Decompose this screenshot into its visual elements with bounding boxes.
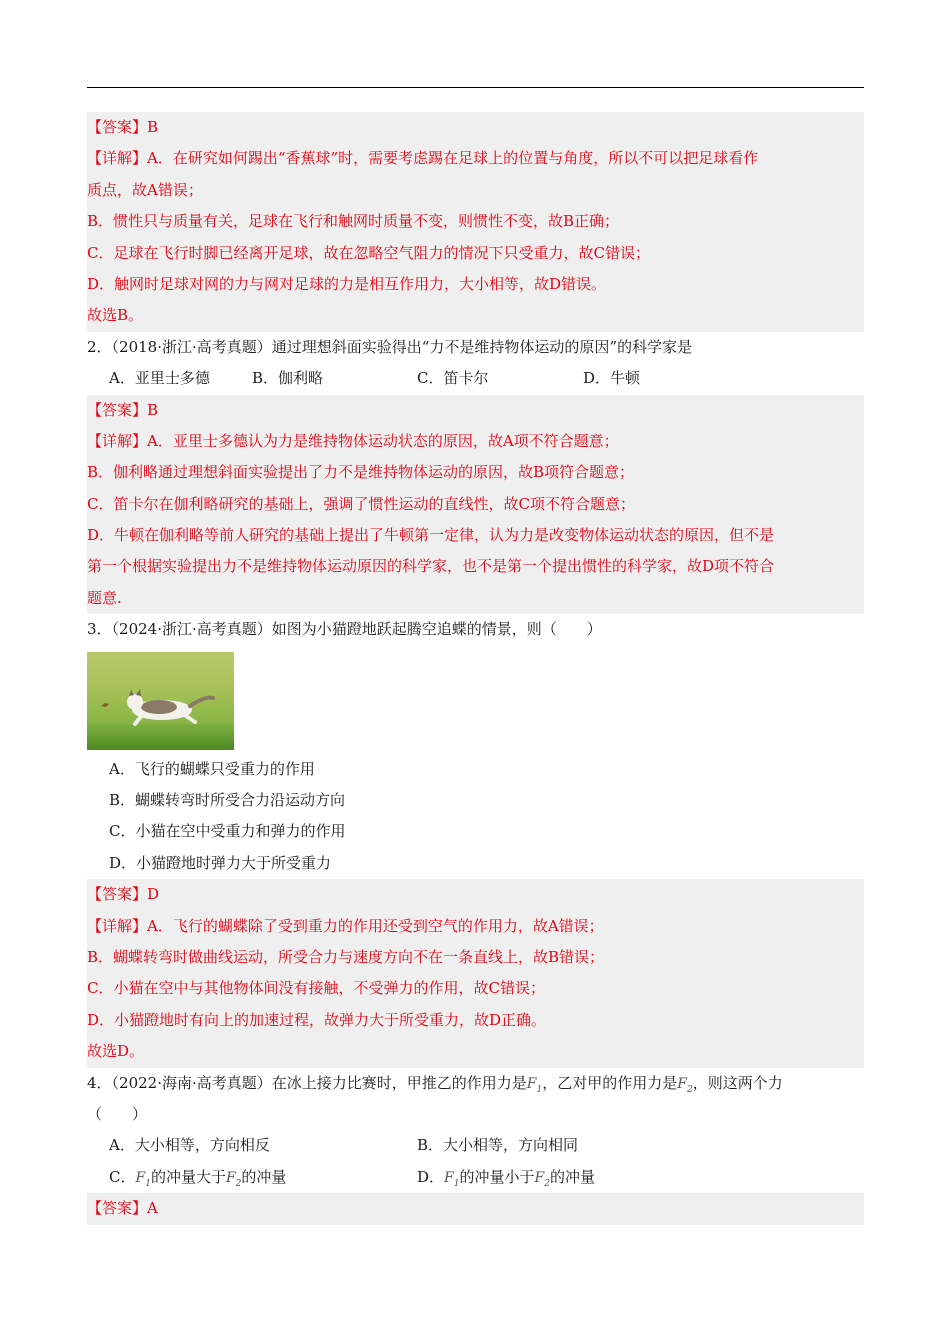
q4-options-row1 (87, 1130, 864, 1161)
q4-options-row2 (87, 1162, 864, 1193)
symbol-sub: 2 (686, 1084, 693, 1095)
explain-text: A．在研究如何踢出“香蕉球”时，需要考虑踢在足球上的位置与角度，所以不可以把足球看作 (147, 149, 759, 168)
explain-text: C．足球在飞行时脚已经离开足球，故在忽略空气阻力的情况下只受重力，故C错误； (87, 243, 650, 262)
force-symbol (534, 1169, 550, 1189)
option-label: D． (417, 1167, 445, 1186)
option-a: A．大小相等，方向相反 (109, 1136, 270, 1155)
explain-label: 【详解】 (87, 431, 148, 450)
q2-explain-line (87, 426, 864, 457)
option-a: A．亚里士多德 (109, 369, 210, 388)
option-d: D．牛顿 (583, 369, 641, 388)
explain-text: B．伽利略通过理想斜面实验提出了力不是维持物体运动的原因，故B项符合题意； (87, 463, 635, 482)
answer-label: 【答案】 (87, 400, 148, 419)
force-symbol (135, 1169, 151, 1189)
symbol-letter: F (135, 1169, 146, 1186)
symbol-sub: 1 (536, 1084, 543, 1095)
document-body (87, 112, 864, 1225)
q1-answer-block (87, 112, 864, 332)
explain-text: 故选D。 (87, 1042, 145, 1061)
answer-value: B (147, 400, 159, 419)
explain-text: 第一个根据实验提出力不是维持物体运动原因的科学家，也不是第一个提出惯性的科学家，故D项不符合 (87, 557, 775, 576)
explain-text: C．笛卡尔在伽利略研究的基础上，强调了惯性运动的直线性，故C项不符合题意； (87, 494, 635, 513)
option-text: 的冲量 (241, 1167, 287, 1186)
answer-label: 【答案】 (87, 885, 148, 904)
symbol-letter: F (677, 1075, 687, 1092)
q4-stem-line2: （ ） (87, 1104, 148, 1123)
stem-text: ，乙对甲的作用力是 (542, 1073, 678, 1092)
force-symbol (225, 1169, 242, 1189)
q1-explain-line (87, 143, 864, 174)
explain-text: B．惯性只与质量有关，足球在飞行和触网时质量不变，则惯性不变，故B正确； (87, 212, 620, 231)
symbol-letter: F (534, 1169, 545, 1186)
option-d: D．小猫蹬地时弹力大于所受重力 (109, 853, 332, 872)
stem-text: 4．（2022·海南·高考真题）在冰上接力比赛时，甲推乙的作用力是 (87, 1073, 527, 1092)
q3-answer-block (87, 879, 864, 1067)
force-symbol (526, 1075, 543, 1095)
q2-answer-line (87, 395, 864, 426)
symbol-sub: 1 (453, 1178, 460, 1189)
q1-answer-line (87, 112, 864, 143)
symbol-letter: F (225, 1169, 236, 1186)
option-text: 的冲量 (549, 1167, 595, 1186)
explain-text: A．亚里士多德认为力是维持物体运动状态的原因，故A项不符合题意； (147, 431, 619, 450)
explain-text: 故选B。 (87, 306, 144, 325)
symbol-letter: F (526, 1075, 537, 1092)
q3-stem: 3．（2024·浙江·高考真题）如图为小猫蹬地跃起腾空追蝶的情景，则（ ） (87, 620, 602, 639)
q2-stem: 2．（2018·浙江·高考真题）通过理想斜面实验得出“力不是维持物体运动的原因”的科学家是 (87, 337, 693, 356)
symbol-sub: 1 (145, 1178, 151, 1189)
force-symbol (444, 1169, 460, 1189)
cat-illustration (87, 652, 234, 750)
option-c (109, 1162, 286, 1200)
symbol-sub: 2 (235, 1178, 242, 1189)
option-b: B．蝴蝶转弯时所受合力沿运动方向 (109, 791, 346, 810)
option-text: 的冲量小于 (459, 1167, 535, 1186)
option-b: B．大小相等，方向相同 (417, 1136, 579, 1155)
option-text: 的冲量大于 (150, 1167, 226, 1186)
option-a: A．飞行的蝴蝶只受重力的作用 (109, 759, 315, 778)
explain-text: C．小猫在空中与其他物体间没有接触，不受弹力的作用，故C错误； (87, 979, 545, 998)
explain-label: 【详解】 (87, 916, 148, 935)
option-b: B．伽利略 (252, 369, 324, 388)
symbol-sub: 2 (544, 1178, 550, 1189)
explain-text: D．小猫蹬地时有向上的加速过程，故弹力大于所受重力，故D正确。 (87, 1010, 547, 1029)
symbol-letter: F (444, 1169, 454, 1186)
option-label: C． (109, 1167, 136, 1186)
explain-text: B．蝴蝶转弯时做曲线运动，所受合力与速度方向不在一条直线上，故B错误； (87, 947, 605, 966)
force-symbol (677, 1075, 693, 1095)
explain-text: 题意. (87, 588, 122, 607)
answer-label: 【答案】 (87, 1199, 148, 1218)
explain-text: D．牛顿在伽利略等前人研究的基础上提出了牛顿第一定律，认为力是改变物体运动状态的原因，但不是 (87, 526, 775, 545)
answer-value: A (147, 1199, 158, 1218)
explain-label: 【详解】 (87, 149, 148, 168)
q3-answer-line (87, 879, 864, 910)
option-d (417, 1162, 595, 1200)
answer-value: D (147, 885, 160, 904)
explain-text: A．飞行的蝴蝶除了受到重力的作用还受到空气的作用力，故A错误； (147, 916, 604, 935)
header-rule (87, 87, 864, 88)
cat-butterfly-photo (87, 652, 234, 750)
stem-text: ，则这两个力 (692, 1073, 783, 1092)
q4-stem (87, 1068, 864, 1099)
option-c: C．笛卡尔 (417, 369, 489, 388)
explain-text: D．触网时足球对网的力与网对足球的力是相互作用力，大小相等，故D错误。 (87, 274, 607, 293)
q2-options (87, 363, 864, 394)
q2-answer-block (87, 395, 864, 615)
answer-value: B (147, 118, 159, 136)
explain-text: 质点，故A错误； (87, 180, 203, 199)
option-c: C．小猫在空中受重力和弹力的作用 (109, 822, 346, 841)
answer-label: 【答案】 (87, 118, 148, 136)
q3-explain-line (87, 911, 864, 942)
